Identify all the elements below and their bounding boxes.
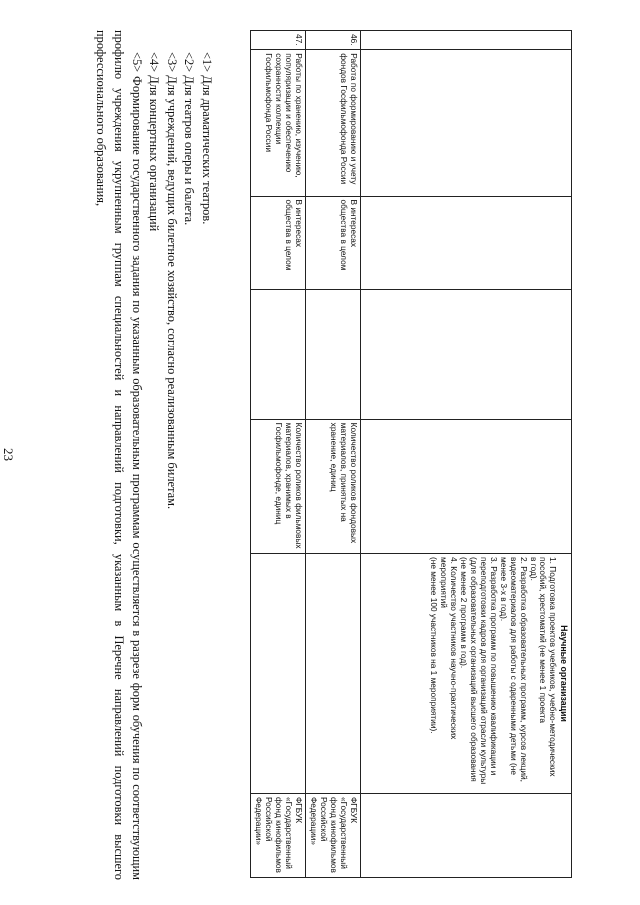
row-number: 46. <box>306 31 361 50</box>
scientific-line: (не менее 100 участников на 1 мероприятии). <box>429 557 440 734</box>
table-cell <box>251 554 306 794</box>
table-cell <box>361 793 572 877</box>
table-cell <box>306 290 361 420</box>
row-number: 47. <box>251 31 306 50</box>
footnote-3: <3> Для учреждений, ведущих билетное хозяйство, согласно реализованным билетам. <box>164 52 179 510</box>
measure-cell: Количество роликов фондовых материалов, принятых на хранение, единиц <box>306 419 361 553</box>
table-cell <box>361 419 572 553</box>
scientific-line: в год). <box>528 557 539 581</box>
page-number: 23 <box>1 448 16 461</box>
footnote-5: <5> Формирование государственного задания по указанным образовательным программам осуществляется в разрезе форм обучения по соответствующим профилю учреждения укрупненным группам специальностей и направлений подготовки, указанным в Перечне направлений подготовки высшего профессионального образования, <box>94 30 144 880</box>
table-cell <box>306 554 361 794</box>
table-cell <box>361 290 572 420</box>
work-name: Работы по хранению, изучению, популяризации и обеспечению сохранности коллекции Госфильмофонда России <box>251 50 306 196</box>
services-table <box>250 30 572 878</box>
scientific-title: Научные организации <box>559 625 569 722</box>
scientific-organizations-cell <box>361 554 572 794</box>
interest-cell: В интересах общества в целом <box>306 196 361 290</box>
scientific-line: 2. Разработка образовательных программ, курсов лекций, видеоматериалов для работы с одаренными детьми (не менее 3-х в год). <box>498 557 529 782</box>
table-cell <box>251 290 306 420</box>
organization-cell: ФГБУК «Государственный фонд кинофильмов Российской Федерации» <box>251 793 306 877</box>
table-row <box>251 31 306 878</box>
table-cell <box>361 31 572 50</box>
scientific-line: 4. Количество участников научно-практических мероприятий <box>438 557 459 740</box>
scientific-line: 3. Разработка программ по повышению квалификации и переподготовки кадров для организаций отрасли культуры (для образовательных организаций высшего образования (не менее 2 программ в год). <box>458 557 499 785</box>
measure-cell: Количество роликов фильмовых материалов, хранимых в Госфильмофонде, единиц <box>251 419 306 553</box>
footnote-4: <4> Для концертных организаций <box>147 52 162 232</box>
footnote-2: <2> Для театров оперы и балета. <box>182 52 197 226</box>
interest-cell: В интересах общества в целом <box>251 196 306 290</box>
organization-cell: ФГБУК «Государственный фонд кинофильмов Российской Федерации» <box>306 793 361 877</box>
work-name: Работа по формированию и учету фондов Госфильмофонда России <box>306 50 361 196</box>
table-row <box>306 31 361 878</box>
footnotes <box>92 30 215 880</box>
table-row <box>361 31 572 878</box>
table-cell <box>361 196 572 290</box>
table-cell <box>361 50 572 196</box>
footnote-1: <1> Для драматических театров. <box>200 52 214 225</box>
scientific-line: 1. Подготовка проектов учебников, учебно-методических пособий, хрестоматий (не менее 1 проекта <box>538 557 559 777</box>
